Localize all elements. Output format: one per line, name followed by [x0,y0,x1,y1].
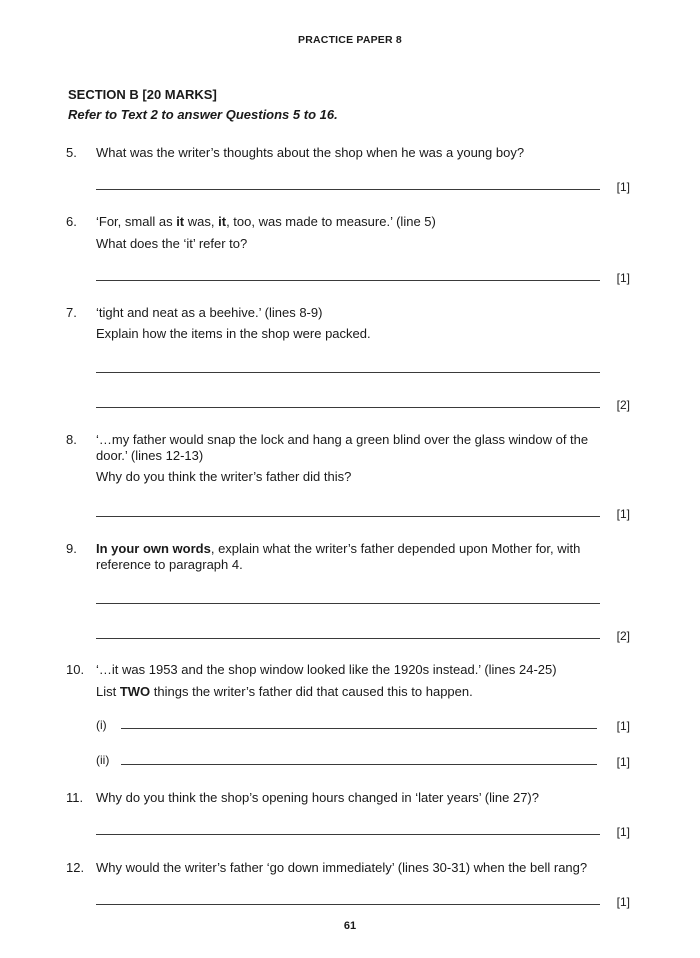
answer-line[interactable] [96,834,600,835]
question-prompt: Explain how the items in the shop were packed. [96,326,371,341]
question-prompt: Why do you think the writer’s father did this? [96,469,352,484]
prompt-emphasis: TWO [119,684,151,699]
question-text: What was the writer’s thoughts about the shop when he was a young boy? [96,145,525,160]
quote-emphasis: it [218,214,227,229]
prompt-part: List [96,684,120,699]
answer-line[interactable] [96,372,600,373]
section-instruction: Refer to Text 2 to answer Questions 5 to 16. [68,107,338,122]
question-text: Why do you think the shop’s opening hours changed in ‘later years’ (line 27)? [96,790,539,805]
question-prompt [96,684,616,700]
mark-allocation: [2] [616,398,630,412]
question-text: reference to paragraph 4. [96,557,243,572]
answer-line[interactable] [96,407,600,408]
question-number: 11. [66,790,84,805]
answer-line[interactable] [96,603,600,604]
quote-part: , too, was made to measure.’ (line 5) [226,214,436,229]
answer-line[interactable] [121,764,597,765]
page-header: PRACTICE PAPER 8 [298,34,402,46]
mark-allocation: [1] [616,507,630,521]
question-text: Why would the writer’s father ‘go down immediately’ (lines 30-31) when the bell rang? [96,860,588,875]
mark-allocation: [1] [616,271,630,285]
question-number: 7. [66,305,77,320]
page-number: 61 [343,920,357,932]
mark-allocation: [1] [616,719,630,733]
question-part: , explain what the writer’s father depended upon Mother for, with [210,541,581,556]
answer-line[interactable] [96,280,600,281]
mark-allocation: [1] [616,180,630,194]
mark-allocation: [1] [616,755,630,769]
question-text: ‘…it was 1953 and the shop window looked like the 1920s instead.’ (lines 24-25) [96,662,557,677]
question-number: 9. [66,541,77,556]
sub-item-label: (ii) [96,753,110,767]
prompt-part: things the writer’s father did that caused this to happen. [150,684,473,699]
answer-line[interactable] [96,516,600,517]
mark-allocation: [1] [616,825,630,839]
answer-line[interactable] [96,189,600,190]
question-number: 12. [66,860,85,875]
section-title: SECTION B [20 MARKS] [68,87,217,102]
answer-line[interactable] [96,638,600,639]
answer-line[interactable] [121,728,597,729]
question-text [96,214,616,230]
quote-part: ‘For, small as [96,214,177,229]
question-text: ‘tight and neat as a beehive.’ (lines 8-9) [96,305,323,320]
question-number: 8. [66,432,77,447]
question-number: 10. [66,662,85,677]
quote-emphasis: it [176,214,185,229]
question-text: door.’ (lines 12-13) [96,448,204,463]
answer-line[interactable] [96,904,600,905]
question-text [96,541,616,557]
mark-allocation: [2] [616,629,630,643]
quote-part: was, [184,214,219,229]
question-text: ‘…my father would snap the lock and hang a green blind over the glass window of the [96,432,589,447]
question-number: 5. [66,145,77,160]
question-prompt: What does the ‘it’ refer to? [96,236,248,251]
instruction-emphasis: In your own words [96,541,211,556]
question-number: 6. [66,214,77,229]
sub-item-label: (i) [96,718,107,732]
mark-allocation: [1] [616,895,630,909]
